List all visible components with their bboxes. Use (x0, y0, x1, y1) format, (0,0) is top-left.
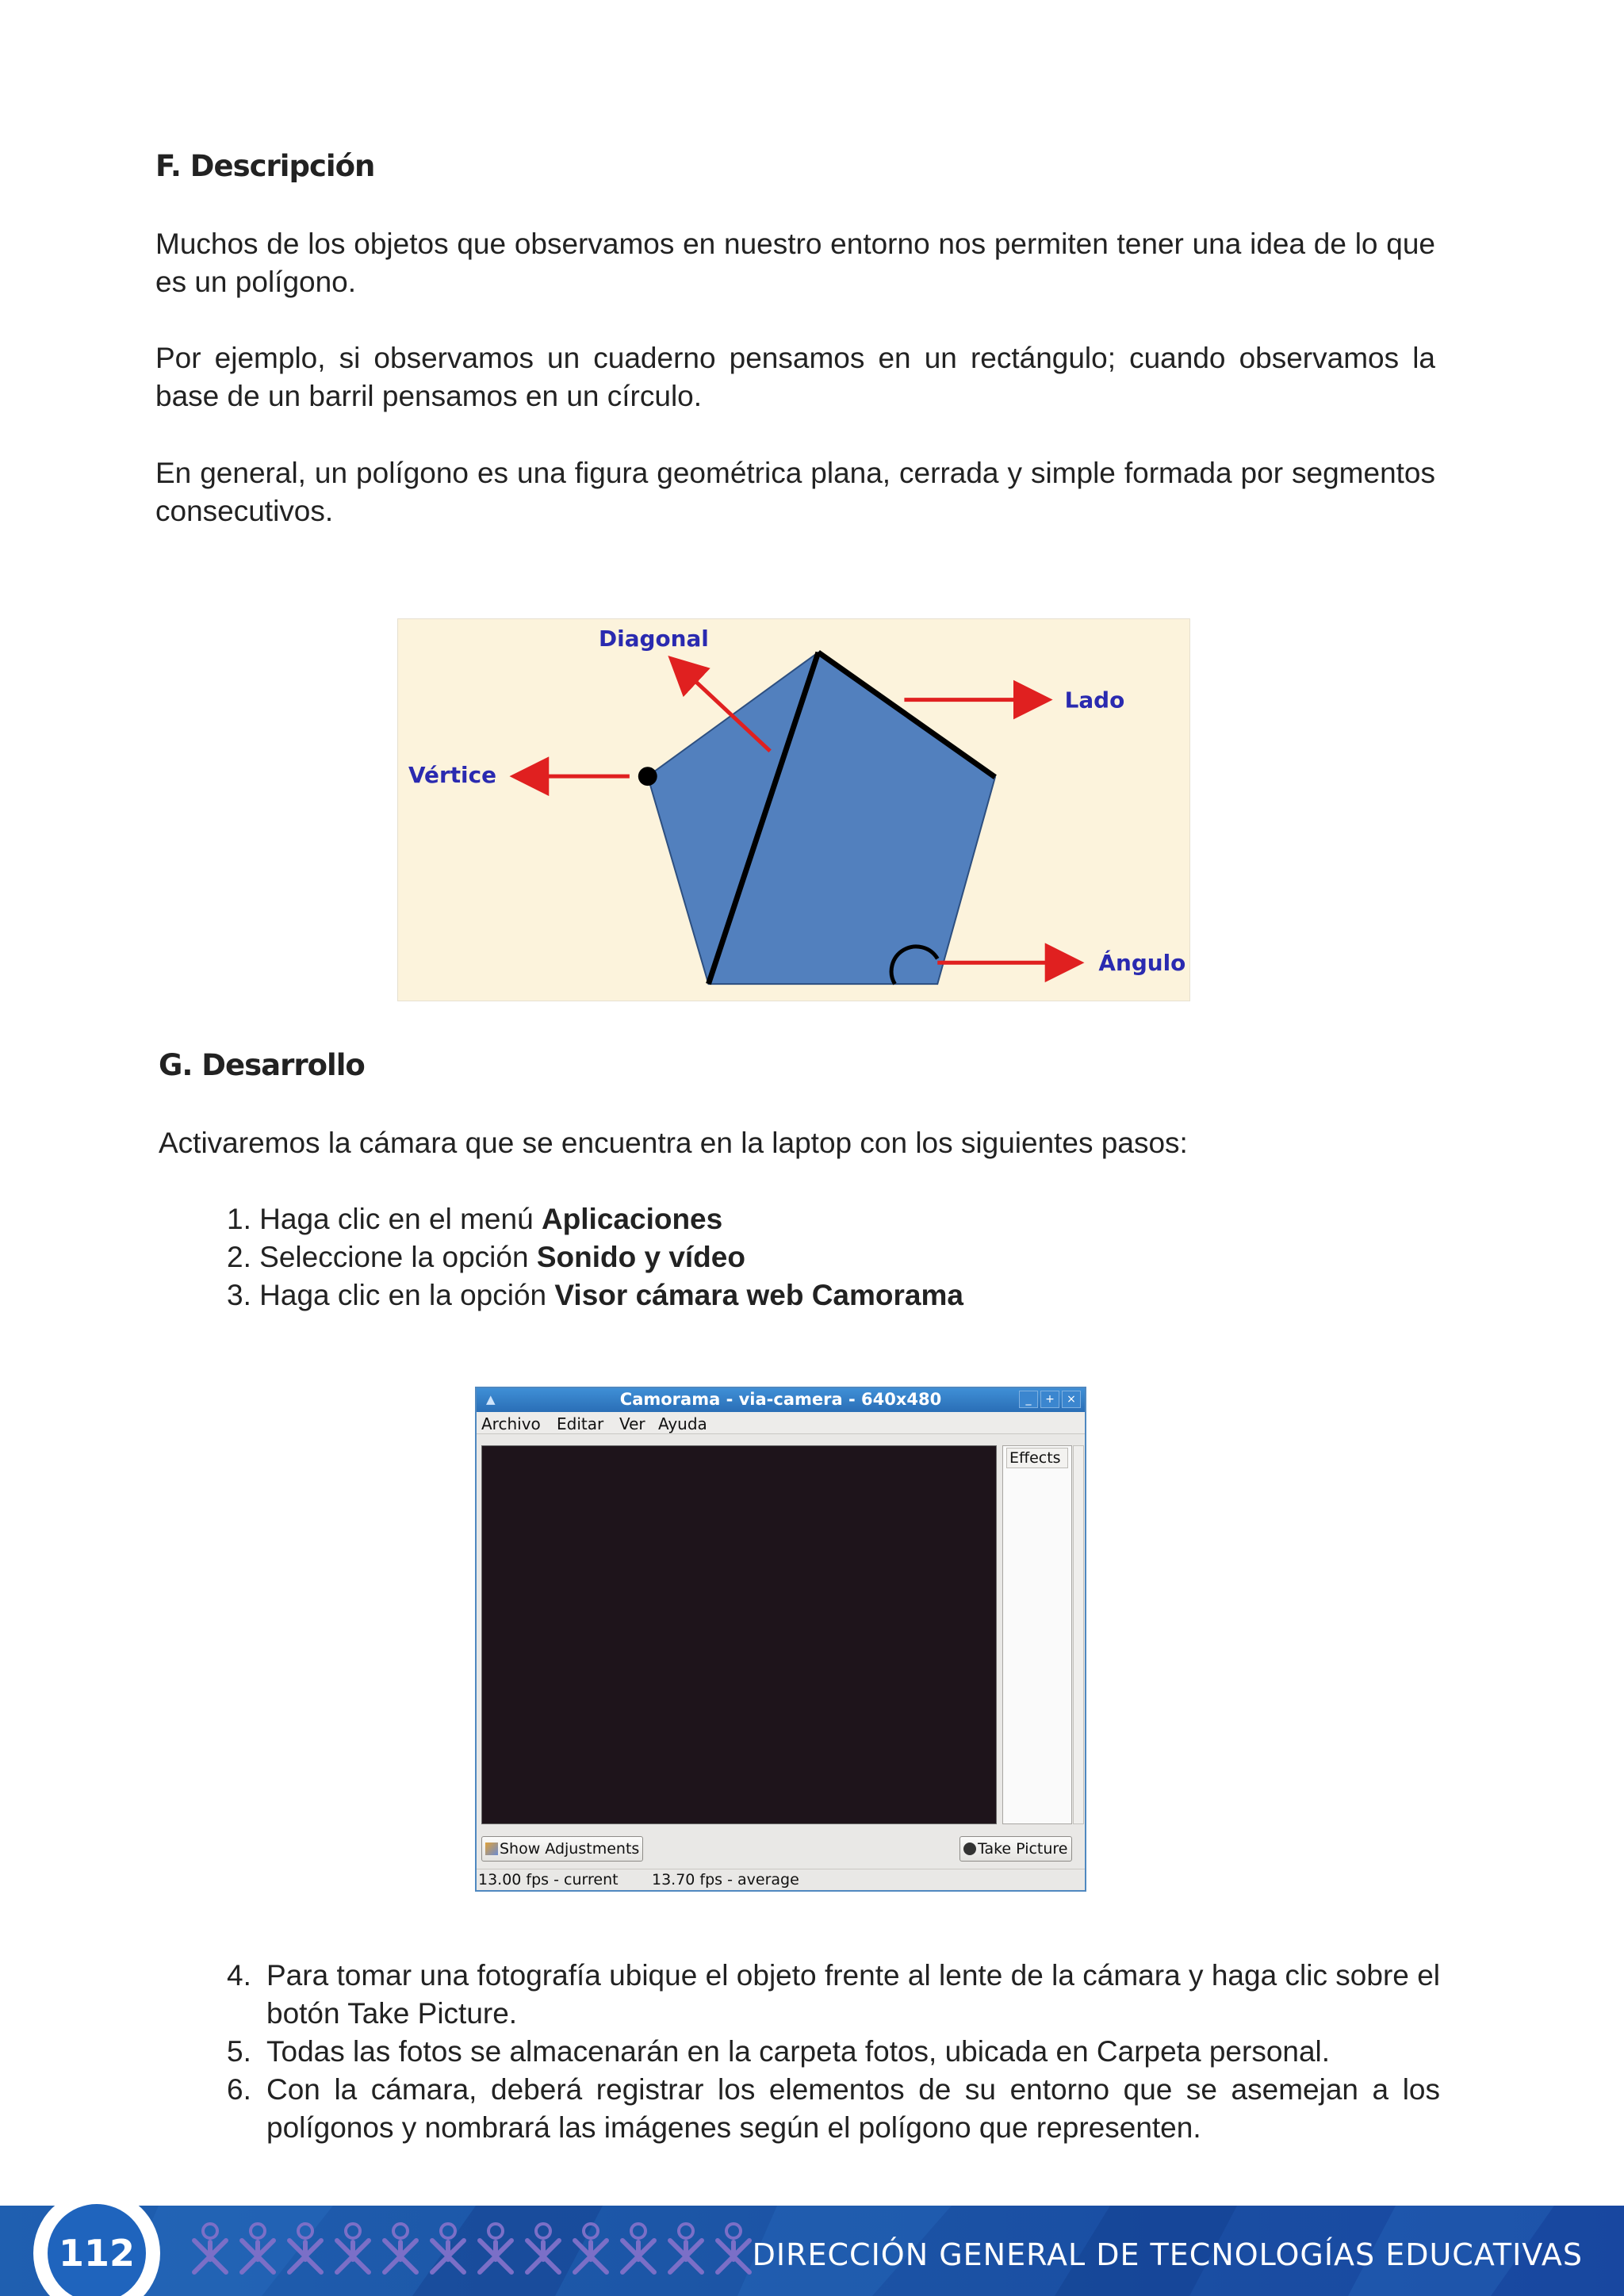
section-g-heading: G. Desarrollo (159, 1048, 365, 1082)
minimize-button[interactable]: _ (1019, 1391, 1038, 1408)
step-item (227, 2033, 1440, 2071)
effects-panel[interactable] (1002, 1445, 1072, 1824)
person-figure-icon (670, 2224, 702, 2272)
paragraph-steps-intro: Activaremos la cámara que se encuentra en la laptop con los siguientes pasos: (159, 1127, 1188, 1159)
take-picture-label: Take Picture (978, 1840, 1068, 1858)
status-bar (477, 1869, 1085, 1890)
step-item (227, 1238, 963, 1276)
vertex-dot (638, 767, 657, 786)
effects-header: Effects (1006, 1448, 1068, 1468)
camera-app-icon: ▲ (486, 1392, 496, 1406)
person-figure-icon (575, 2224, 607, 2272)
fps-average: 13.70 fps - average (652, 1871, 799, 1888)
person-figure-icon (337, 2224, 369, 2272)
show-adjustments-button[interactable] (481, 1836, 643, 1862)
step-item (227, 1957, 1440, 2033)
step-number: 1. (227, 1203, 251, 1235)
menu-ver[interactable]: Ver (619, 1414, 645, 1433)
window-titlebar[interactable] (477, 1388, 1085, 1412)
polygon-figure (397, 618, 1190, 1001)
steps-list-second (227, 1957, 1440, 2147)
step-number: 2. (227, 1241, 251, 1273)
person-figure-icon (385, 2224, 416, 2272)
step-text: Con la cámara, deberá registrar los elementos de su entorno que se asemejan a los polígonos y nombrará las imágenes según el polígono que representen. (266, 2073, 1440, 2144)
camera-preview (481, 1445, 997, 1824)
step-number: 6. (227, 2073, 251, 2106)
step-bold-text: Visor cámara web Camorama (554, 1279, 963, 1311)
menu-editar[interactable]: Editar (557, 1414, 604, 1433)
footer-figures (186, 2220, 757, 2283)
step-text: Seleccione la opción (259, 1241, 537, 1273)
close-button[interactable]: × (1062, 1391, 1081, 1408)
person-figure-icon (194, 2224, 226, 2272)
step-number: 3. (227, 1279, 251, 1311)
person-figure-icon (480, 2224, 511, 2272)
maximize-button[interactable]: + (1040, 1391, 1059, 1408)
menu-ayuda[interactable]: Ayuda (658, 1414, 707, 1433)
step-text: Haga clic en la opción (259, 1279, 555, 1311)
step-item (227, 1276, 963, 1314)
step-text: Para tomar una fotografía ubique el objeto frente al lente de la cámara y haga clic sobre el botón Take Picture. (266, 1959, 1440, 2030)
adjustments-icon (485, 1843, 498, 1855)
person-figure-icon (622, 2224, 654, 2272)
paragraph-example: Por ejemplo, si observamos un cuaderno pensamos en un rectángulo; cuando observamos la base de un barril pensamos en un círculo. (155, 342, 1435, 412)
person-figure-icon (289, 2224, 321, 2272)
footer-institution: DIRECCIÓN GENERAL DE TECNOLOGÍAS EDUCATIVAS (752, 2237, 1583, 2272)
step-bold-text: Sonido y vídeo (536, 1241, 745, 1273)
label-diagonal: Diagonal (599, 625, 709, 652)
step-item (227, 2071, 1440, 2147)
paragraph-intro: Muchos de los objetos que observamos en nuestro entorno nos permiten tener una idea de lo que es un polígono. (155, 228, 1435, 298)
step-text: Todas las fotos se almacenarán en la carpeta fotos, ubicada en Carpeta personal. (266, 2035, 1331, 2068)
step-number: 5. (227, 2035, 251, 2068)
person-figure-icon (527, 2224, 559, 2272)
take-picture-button[interactable] (959, 1836, 1072, 1862)
window-title: Camorama - via-camera - 640x480 (619, 1390, 942, 1409)
step-number: 4. (227, 1959, 251, 1992)
label-lado: Lado (1064, 687, 1125, 714)
menu-bar (477, 1412, 1085, 1434)
paragraph-definition: En general, un polígono es una figura geométrica plana, cerrada y simple formada por segmentos consecutivos. (155, 457, 1435, 527)
label-angulo: Ángulo (1098, 950, 1186, 977)
section-f-heading: F. Descripción (155, 149, 375, 183)
step-item (227, 1200, 963, 1238)
person-figure-icon (718, 2224, 749, 2272)
camorama-window (475, 1387, 1086, 1892)
step-text: Haga clic en el menú (259, 1203, 542, 1235)
steps-list-first (227, 1200, 963, 1314)
label-vertice: Vértice (408, 762, 497, 789)
effects-scrollbar[interactable] (1073, 1445, 1084, 1824)
camera-icon (963, 1843, 976, 1855)
menu-archivo[interactable]: Archivo (481, 1414, 541, 1433)
page-number: 112 (48, 2204, 146, 2296)
fps-current: 13.00 fps - current (478, 1871, 619, 1888)
show-adjustments-label: Show Adjustments (500, 1840, 640, 1858)
pentagon-shape (648, 652, 995, 984)
person-figure-icon (242, 2224, 274, 2272)
step-bold-text: Aplicaciones (541, 1203, 723, 1235)
person-figure-icon (432, 2224, 464, 2272)
